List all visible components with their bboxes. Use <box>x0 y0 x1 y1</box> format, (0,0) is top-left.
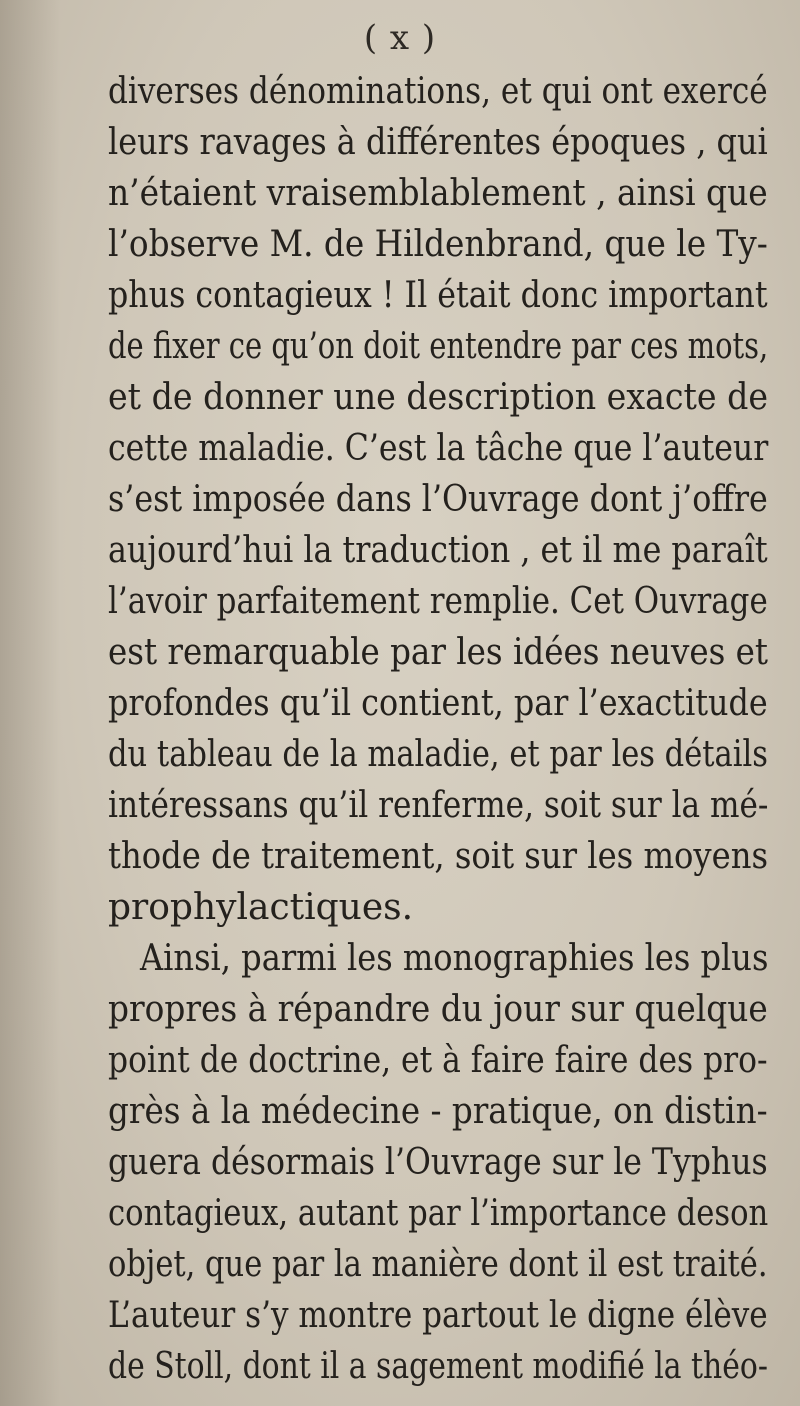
text-line-11: l’avoir parfaitement remplie. Cet Ouvrage <box>108 581 768 622</box>
text-line-1: diverses dénominations, et qui ont exercé <box>108 71 768 112</box>
text-line-3: n’étaient vraisemblablement , ainsi que <box>108 173 768 214</box>
text-line-17: prophylactiques. <box>108 887 414 928</box>
text-line-24: objet, que par la manière dont il est traité. <box>108 1244 768 1285</box>
text-line-22: guera désormais l’Ouvrage sur le Typhus <box>108 1142 768 1183</box>
page-number: ( x ) <box>363 18 437 58</box>
text-line-5: phus contagieux ! Il était donc important <box>108 275 768 316</box>
text-line-23: contagieux, autant par l’importance deson <box>108 1193 769 1234</box>
text-line-18: Ainsi, parmi les monographies les plus <box>140 938 769 979</box>
text-line-4: l’observe M. de Hildenbrand, que le Ty- <box>108 224 768 265</box>
text-line-9: s’est imposée dans l’Ouvrage dont j’offre <box>108 479 768 520</box>
text-line-21: grès à la médecine - pratique, on distin- <box>108 1091 768 1132</box>
text-line-26: de Stoll, dont il a sagement modifié la théo- <box>108 1346 768 1387</box>
text-line-20: point de doctrine, et à faire faire des pro- <box>108 1040 768 1081</box>
text-line-25: L’auteur s’y montre partout le digne élève <box>108 1295 768 1336</box>
text-line-8: cette maladie. C’est la tâche que l’auteur <box>108 428 769 469</box>
text-line-6: de fixer ce qu’on doit entendre par ces mots, <box>108 326 769 367</box>
text-line-14: du tableau de la maladie, et par les détails <box>108 734 768 775</box>
text-line-7: et de donner une description exacte de <box>108 377 769 418</box>
text-line-2: leurs ravages à différentes époques , qui <box>108 122 768 163</box>
text-line-16: thode de traitement, soit sur les moyens <box>108 836 769 877</box>
text-line-13: profondes qu’il contient, par l’exactitude <box>108 683 768 724</box>
text-line-10: aujourd’hui la traduction , et il me paraît <box>108 530 768 571</box>
text-line-12: est remarquable par les idées neuves et <box>108 632 769 673</box>
text-line-19: propres à répandre du jour sur quelque <box>108 989 768 1030</box>
scan-shadow <box>0 0 60 1406</box>
text-line-15: intéressans qu’il renferme, soit sur la mé- <box>108 785 769 826</box>
